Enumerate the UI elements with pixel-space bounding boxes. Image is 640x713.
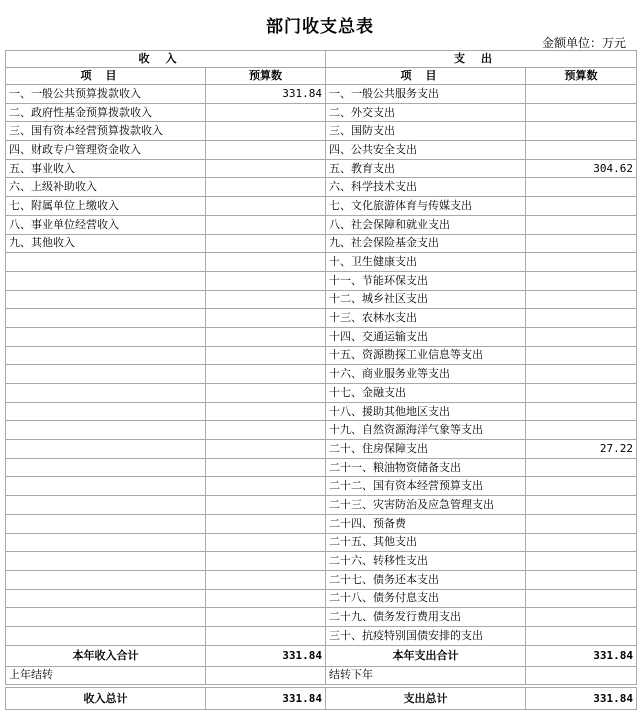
table-row xyxy=(6,608,637,627)
expense-item-cell: 二十六、转移性支出 xyxy=(326,552,526,571)
income-value-cell xyxy=(206,421,326,440)
expense-item-cell: 二、外交支出 xyxy=(326,103,526,122)
expense-value-cell xyxy=(526,215,637,234)
carry-out-value xyxy=(526,666,637,685)
expense-value-cell xyxy=(526,85,637,104)
expense-item-cell: 二十一、粮油物资储备支出 xyxy=(326,458,526,477)
income-value-cell xyxy=(206,253,326,272)
income-item-cell xyxy=(6,384,206,403)
income-item-cell xyxy=(6,608,206,627)
expense-value-cell xyxy=(526,327,637,346)
expense-value-cell xyxy=(526,552,637,571)
expense-value-cell: 304.62 xyxy=(526,159,637,178)
expense-item-cell: 二十二、国有资本经营预算支出 xyxy=(326,477,526,496)
income-item-cell xyxy=(6,402,206,421)
income-value-cell xyxy=(206,458,326,477)
expense-item-cell: 八、社会保障和就业支出 xyxy=(326,215,526,234)
table-row xyxy=(6,122,637,141)
expense-item-cell: 十一、节能环保支出 xyxy=(326,271,526,290)
income-item-cell: 七、附属单位上缴收入 xyxy=(6,197,206,216)
expense-item-cell: 二十四、预备费 xyxy=(326,514,526,533)
income-value-cell xyxy=(206,141,326,160)
expense-value-cell xyxy=(526,290,637,309)
table-row xyxy=(6,271,637,290)
table-row xyxy=(6,85,637,104)
income-value-cell xyxy=(206,197,326,216)
income-item-cell xyxy=(6,421,206,440)
income-item-cell: 二、政府性基金预算拨款收入 xyxy=(6,103,206,122)
income-grand-label: 收入总计 xyxy=(6,688,206,710)
income-item-cell xyxy=(6,589,206,608)
income-value-cell xyxy=(206,271,326,290)
income-grand-value: 331.84 xyxy=(206,688,326,710)
income-value-cell xyxy=(206,384,326,403)
expense-value-cell xyxy=(526,122,637,141)
income-item-cell: 三、国有资本经营预算拨款收入 xyxy=(6,122,206,141)
expense-item-cell: 二十八、债务付息支出 xyxy=(326,589,526,608)
amount-unit-label: 金额单位：万元 xyxy=(541,36,626,50)
expense-value-cell xyxy=(526,309,637,328)
table-row xyxy=(6,234,637,253)
income-item-cell xyxy=(6,253,206,272)
expense-value-cell xyxy=(526,496,637,515)
income-value-cell xyxy=(206,122,326,141)
table-row xyxy=(6,215,637,234)
expense-value-cell xyxy=(526,253,637,272)
table-row xyxy=(6,570,637,589)
expense-item-cell: 三十、抗疫特别国债安排的支出 xyxy=(326,626,526,645)
expense-value-cell xyxy=(526,346,637,365)
income-value-cell xyxy=(206,290,326,309)
table-row xyxy=(6,626,637,645)
income-value-cell xyxy=(206,514,326,533)
grand-total-row xyxy=(6,688,637,710)
income-value-cell xyxy=(206,626,326,645)
expense-value-cell xyxy=(526,234,637,253)
income-item-cell xyxy=(6,327,206,346)
table-row xyxy=(6,384,637,403)
expense-value-cell xyxy=(526,608,637,627)
table-row xyxy=(6,290,637,309)
budget-summary-table xyxy=(5,50,637,710)
expense-item-cell: 十、卫生健康支出 xyxy=(326,253,526,272)
table-row xyxy=(6,589,637,608)
income-item-cell: 四、财政专户管理资金收入 xyxy=(6,141,206,160)
income-value-cell xyxy=(206,608,326,627)
expense-item-cell: 十五、资源勘探工业信息等支出 xyxy=(326,346,526,365)
expense-value-cell xyxy=(526,365,637,384)
income-total-value: 331.84 xyxy=(206,645,326,666)
income-item-cell: 一、一般公共预算拨款收入 xyxy=(6,85,206,104)
expense-value-cell xyxy=(526,384,637,403)
income-value-cell xyxy=(206,477,326,496)
expense-value-cell xyxy=(526,570,637,589)
income-value-cell xyxy=(206,440,326,459)
expense-value-cell xyxy=(526,477,637,496)
expense-section-header: 支出 xyxy=(326,51,637,68)
annual-total-row xyxy=(6,645,637,666)
income-value-cell xyxy=(206,178,326,197)
income-item-cell: 六、上级补助收入 xyxy=(6,178,206,197)
table-row xyxy=(6,440,637,459)
expense-item-cell: 四、公共安全支出 xyxy=(326,141,526,160)
expense-value-cell xyxy=(526,178,637,197)
income-value-cell xyxy=(206,159,326,178)
expense-value-cell xyxy=(526,197,637,216)
carry-in-value xyxy=(206,666,326,685)
income-item-cell xyxy=(6,477,206,496)
expense-value-cell xyxy=(526,533,637,552)
expense-item-cell: 二十七、债务还本支出 xyxy=(326,570,526,589)
table-row xyxy=(6,346,637,365)
column-header-row xyxy=(6,68,637,85)
income-value-cell xyxy=(206,346,326,365)
expense-item-cell: 十四、交通运输支出 xyxy=(326,327,526,346)
income-section-header: 收入 xyxy=(6,51,326,68)
income-value-cell xyxy=(206,552,326,571)
income-item-cell xyxy=(6,626,206,645)
expense-budget-header: 预算数 xyxy=(526,68,637,85)
table-row xyxy=(6,552,637,571)
expense-total-label: 本年支出合计 xyxy=(326,645,526,666)
table-row xyxy=(6,178,637,197)
income-item-cell xyxy=(6,514,206,533)
expense-value-cell xyxy=(526,103,637,122)
income-item-cell xyxy=(6,496,206,515)
expense-item-cell: 六、科学技术支出 xyxy=(326,178,526,197)
income-value-cell xyxy=(206,533,326,552)
expense-item-cell: 五、教育支出 xyxy=(326,159,526,178)
expense-grand-value: 331.84 xyxy=(526,688,637,710)
table-row xyxy=(6,496,637,515)
carry-in-label: 上年结转 xyxy=(6,666,206,685)
income-value-cell xyxy=(206,365,326,384)
income-value-cell xyxy=(206,103,326,122)
expense-item-cell: 十三、农林水支出 xyxy=(326,309,526,328)
page-title: 部门收支总表 xyxy=(266,17,374,37)
expense-item-cell: 十六、商业服务业等支出 xyxy=(326,365,526,384)
income-item-cell xyxy=(6,458,206,477)
income-item-cell xyxy=(6,570,206,589)
table-row xyxy=(6,533,637,552)
expense-item-cell: 二十、住房保障支出 xyxy=(326,440,526,459)
table-row xyxy=(6,327,637,346)
income-item-header: 项目 xyxy=(6,68,206,85)
expense-item-cell: 十二、城乡社区支出 xyxy=(326,290,526,309)
table-row xyxy=(6,458,637,477)
table-row xyxy=(6,514,637,533)
income-total-label: 本年收入合计 xyxy=(6,645,206,666)
income-value-cell xyxy=(206,402,326,421)
expense-item-cell: 九、社会保险基金支出 xyxy=(326,234,526,253)
income-value-cell: 331.84 xyxy=(206,85,326,104)
income-value-cell xyxy=(206,309,326,328)
expense-item-header: 项目 xyxy=(326,68,526,85)
income-item-cell xyxy=(6,365,206,384)
expense-value-cell: 27.22 xyxy=(526,440,637,459)
table-row xyxy=(6,309,637,328)
expense-item-cell: 二十五、其他支出 xyxy=(326,533,526,552)
table-row xyxy=(6,477,637,496)
expense-item-cell: 二十九、债务发行费用支出 xyxy=(326,608,526,627)
expense-item-cell: 十八、援助其他地区支出 xyxy=(326,402,526,421)
income-item-cell xyxy=(6,309,206,328)
income-item-cell xyxy=(6,290,206,309)
table-row xyxy=(6,421,637,440)
expense-value-cell xyxy=(526,458,637,477)
table-row xyxy=(6,159,637,178)
expense-value-cell xyxy=(526,271,637,290)
expense-total-value: 331.84 xyxy=(526,645,637,666)
expense-value-cell xyxy=(526,589,637,608)
income-item-cell xyxy=(6,271,206,290)
section-header-row xyxy=(6,51,637,68)
expense-value-cell xyxy=(526,402,637,421)
income-item-cell: 五、事业收入 xyxy=(6,159,206,178)
income-value-cell xyxy=(206,215,326,234)
income-item-cell xyxy=(6,552,206,571)
income-item-cell: 九、其他收入 xyxy=(6,234,206,253)
income-item-cell: 八、事业单位经营收入 xyxy=(6,215,206,234)
expense-value-cell xyxy=(526,626,637,645)
table-row xyxy=(6,141,637,160)
expense-item-cell: 一、一般公共服务支出 xyxy=(326,85,526,104)
expense-item-cell: 十九、自然资源海洋气象等支出 xyxy=(326,421,526,440)
table-row xyxy=(6,253,637,272)
income-value-cell xyxy=(206,589,326,608)
carryover-row xyxy=(6,666,637,685)
income-value-cell xyxy=(206,327,326,346)
table-row xyxy=(6,365,637,384)
expense-value-cell xyxy=(526,141,637,160)
expense-value-cell xyxy=(526,421,637,440)
expense-item-cell: 三、国防支出 xyxy=(326,122,526,141)
table-row xyxy=(6,103,637,122)
expense-item-cell: 二十三、灾害防治及应急管理支出 xyxy=(326,496,526,515)
income-item-cell xyxy=(6,533,206,552)
expense-grand-label: 支出总计 xyxy=(326,688,526,710)
income-budget-header: 预算数 xyxy=(206,68,326,85)
income-value-cell xyxy=(206,570,326,589)
expense-value-cell xyxy=(526,514,637,533)
table-row xyxy=(6,402,637,421)
income-value-cell xyxy=(206,496,326,515)
income-value-cell xyxy=(206,234,326,253)
expense-item-cell: 十七、金融支出 xyxy=(326,384,526,403)
income-item-cell xyxy=(6,440,206,459)
expense-item-cell: 七、文化旅游体育与传媒支出 xyxy=(326,197,526,216)
carry-out-label: 结转下年 xyxy=(326,666,526,685)
income-item-cell xyxy=(6,346,206,365)
table-row xyxy=(6,197,637,216)
